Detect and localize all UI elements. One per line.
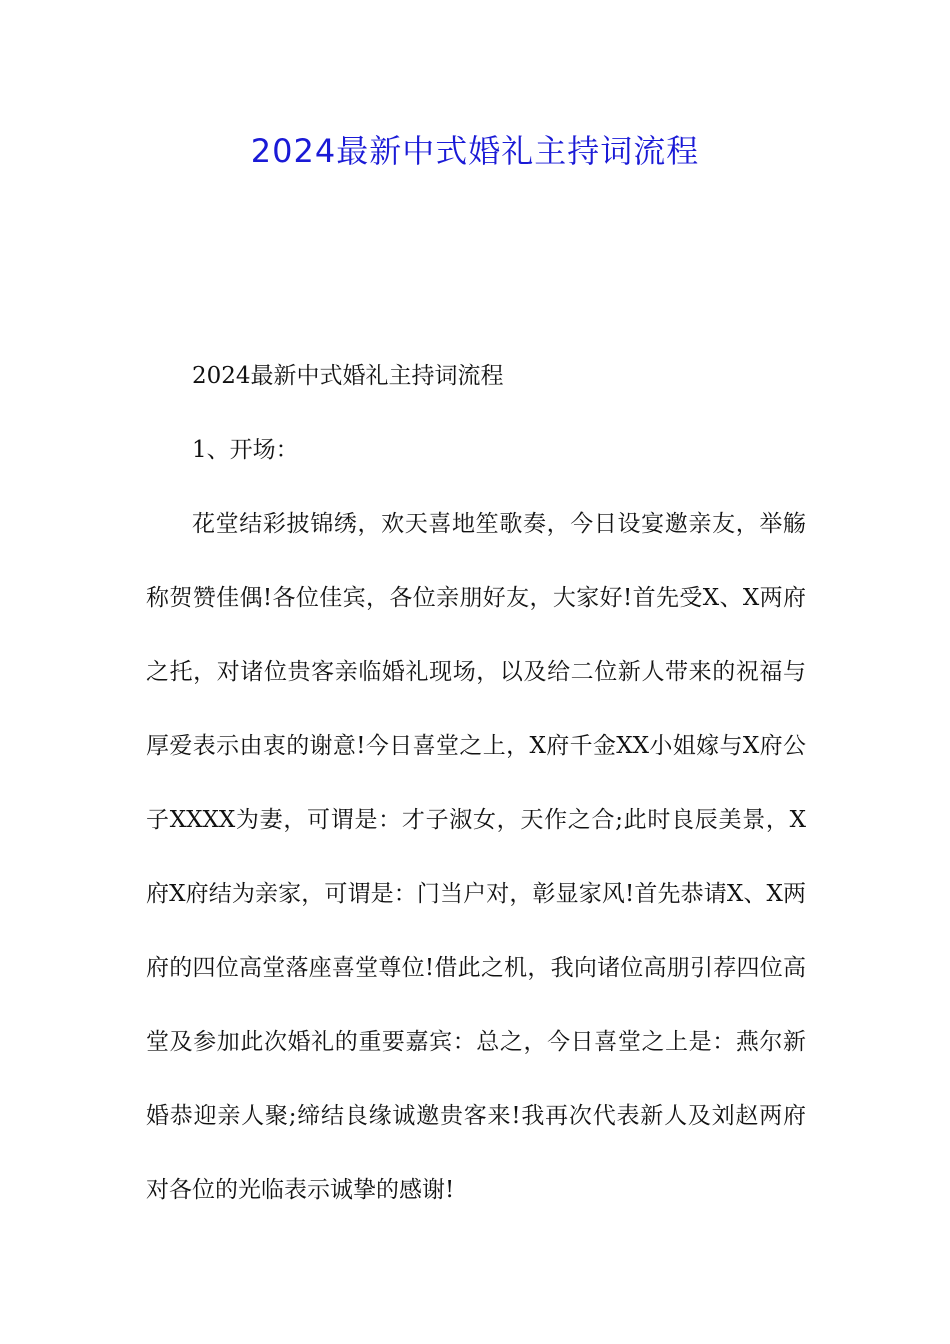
document-title: 2024最新中式婚礼主持词流程 [250, 132, 700, 170]
document-body [146, 339, 806, 1227]
body-heading: 2024最新中式婚礼主持词流程 [192, 363, 504, 389]
opening-paragraph: 花堂结彩披锦绣，欢天喜地笙歌奏，今日设宴邀亲友，举觞称贺赞佳偶!各位佳宾，各位亲朋好友，大家好!首先受X、X两府之托，对诸位贵客亲临婚礼现场，以及给二位新人带来的祝福与厚爱表示由衷的谢意!今日喜堂之上，X府千金XX小姐嫁与X府公子XXXX为妻，可谓是：才子淑女，天作之合;此时良辰美景，X府X府结为亲家，可谓是：门当户对，彰显家风!首先恭请X、X两府的四位高堂落座喜堂尊位!借此之机，我向诸位高朋引荐四位高堂及参加此次婚礼的重要嘉宾：总之，今日喜堂之上是：燕尔新婚恭迎亲人聚;缔结良缘诚邀贵客来!我再次代表新人及刘赵两府对各位的光临表示诚挚的感谢! [146, 511, 806, 1203]
section-heading-opening: 1、开场： [192, 437, 299, 463]
